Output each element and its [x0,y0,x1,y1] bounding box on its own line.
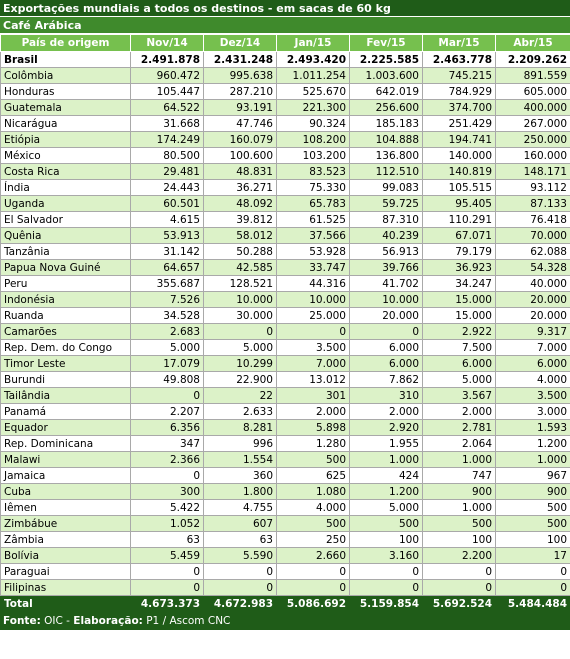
value-cell: 2.064 [423,436,496,452]
country-cell: Nicarágua [1,116,131,132]
value-cell: 100 [350,532,423,548]
value-cell: 17.079 [131,356,204,372]
value-cell: 607 [204,516,277,532]
value-cell: 20.000 [350,308,423,324]
value-cell: 79.179 [423,244,496,260]
value-cell: 0 [204,564,277,580]
value-cell: 900 [496,484,570,500]
footer-separator: - [62,615,74,627]
value-cell: 7.526 [131,292,204,308]
value-cell: 136.800 [350,148,423,164]
country-cell: Jamaica [1,468,131,484]
value-cell: 5.000 [423,372,496,388]
elaboration-label: Elaboração: [73,615,143,627]
value-cell: 4.000 [277,500,350,516]
value-cell: 34.528 [131,308,204,324]
value-cell: 0 [350,564,423,580]
value-cell: 4.755 [204,500,277,516]
country-cell: Bolívia [1,548,131,564]
exports-table [0,34,570,613]
value-cell: 10.299 [204,356,277,372]
value-cell: 424 [350,468,423,484]
value-cell: 58.012 [204,228,277,244]
table-row [1,388,570,404]
country-cell: Timor Leste [1,356,131,372]
value-cell: 1.593 [496,420,570,436]
column-header-month: Jan/15 [277,35,350,52]
country-cell: Filipinas [1,580,131,596]
value-cell: 104.888 [350,132,423,148]
column-header-country: País de origem [1,35,131,52]
value-cell: 310 [350,388,423,404]
value-cell: 500 [496,516,570,532]
country-cell: Burundi [1,372,131,388]
value-cell: 2.493.420 [277,52,350,68]
value-cell: 83.523 [277,164,350,180]
value-cell: 5.898 [277,420,350,436]
value-cell: 2.431.248 [204,52,277,68]
value-cell: 29.481 [131,164,204,180]
table-row [1,212,570,228]
country-cell: Peru [1,276,131,292]
value-cell: 400.000 [496,100,570,116]
value-cell: 251.429 [423,116,496,132]
value-cell: 110.291 [423,212,496,228]
value-cell: 148.171 [496,164,570,180]
value-cell: 174.249 [131,132,204,148]
table-row [1,132,570,148]
value-cell: 10.000 [350,292,423,308]
country-cell: Zimbábue [1,516,131,532]
value-cell: 34.247 [423,276,496,292]
value-cell: 15.000 [423,308,496,324]
country-cell: Rep. Dominicana [1,436,131,452]
table-row [1,356,570,372]
value-cell: 22.900 [204,372,277,388]
value-cell: 1.554 [204,452,277,468]
value-cell: 36.271 [204,180,277,196]
value-cell: 6.356 [131,420,204,436]
country-cell: Ruanda [1,308,131,324]
value-cell: 250.000 [496,132,570,148]
country-cell: México [1,148,131,164]
value-cell: 8.281 [204,420,277,436]
value-cell: 13.012 [277,372,350,388]
value-cell: 1.011.254 [277,68,350,84]
country-cell: Panamá [1,404,131,420]
value-cell: 0 [423,580,496,596]
total-value: 5.159.854 [350,596,423,613]
value-cell: 605.000 [496,84,570,100]
table-row [1,308,570,324]
value-cell: 20.000 [496,292,570,308]
table-row [1,564,570,580]
column-header-month: Mar/15 [423,35,496,52]
table-row [1,340,570,356]
table-row [1,68,570,84]
value-cell: 10.000 [204,292,277,308]
value-cell: 49.808 [131,372,204,388]
country-cell: Uganda [1,196,131,212]
value-cell: 0 [131,580,204,596]
value-cell: 1.080 [277,484,350,500]
table-row [1,580,570,596]
value-cell: 103.200 [277,148,350,164]
value-cell: 7.000 [496,340,570,356]
value-cell: 2.781 [423,420,496,436]
value-cell: 0 [277,564,350,580]
value-cell: 87.133 [496,196,570,212]
total-label: Total [1,596,131,613]
value-cell: 64.657 [131,260,204,276]
value-cell: 3.567 [423,388,496,404]
value-cell: 967 [496,468,570,484]
value-cell: 1.955 [350,436,423,452]
value-cell: 105.447 [131,84,204,100]
value-cell: 93.191 [204,100,277,116]
country-cell: Etiópia [1,132,131,148]
value-cell: 5.422 [131,500,204,516]
value-cell: 62.088 [496,244,570,260]
value-cell: 61.525 [277,212,350,228]
value-cell: 95.405 [423,196,496,212]
table-row [1,84,570,100]
value-cell: 5.459 [131,548,204,564]
value-cell: 39.812 [204,212,277,228]
value-cell: 6.000 [350,340,423,356]
value-cell: 40.000 [496,276,570,292]
header-row [1,35,570,52]
value-cell: 37.566 [277,228,350,244]
value-cell: 93.112 [496,180,570,196]
value-cell: 10.000 [277,292,350,308]
value-cell: 44.316 [277,276,350,292]
value-cell: 36.923 [423,260,496,276]
value-cell: 53.928 [277,244,350,260]
value-cell: 39.766 [350,260,423,276]
value-cell: 267.000 [496,116,570,132]
value-cell: 65.783 [277,196,350,212]
value-cell: 140.000 [423,148,496,164]
value-cell: 128.521 [204,276,277,292]
total-value: 5.692.524 [423,596,496,613]
value-cell: 185.183 [350,116,423,132]
country-cell: Colômbia [1,68,131,84]
table-row [1,116,570,132]
value-cell: 3.000 [496,404,570,420]
value-cell: 0 [350,580,423,596]
value-cell: 2.366 [131,452,204,468]
value-cell: 6.000 [350,356,423,372]
table-body [1,52,570,596]
value-cell: 0 [131,468,204,484]
value-cell: 112.510 [350,164,423,180]
value-cell: 2.207 [131,404,204,420]
value-cell: 7.862 [350,372,423,388]
value-cell: 500 [423,516,496,532]
value-cell: 2.000 [277,404,350,420]
value-cell: 2.225.585 [350,52,423,68]
value-cell: 0 [350,324,423,340]
value-cell: 54.328 [496,260,570,276]
value-cell: 500 [277,516,350,532]
table-title: Exportações mundiais a todos os destinos - em sacas de 60 kg [0,0,570,17]
country-cell: Cuba [1,484,131,500]
value-cell: 6.000 [423,356,496,372]
value-cell: 50.288 [204,244,277,260]
footer [0,613,570,630]
value-cell: 642.019 [350,84,423,100]
table-row [1,500,570,516]
country-cell: Quênia [1,228,131,244]
value-cell: 64.522 [131,100,204,116]
value-cell: 2.633 [204,404,277,420]
value-cell: 0 [131,388,204,404]
country-cell: Equador [1,420,131,436]
value-cell: 347 [131,436,204,452]
value-cell: 80.500 [131,148,204,164]
value-cell: 374.700 [423,100,496,116]
total-value: 4.672.983 [204,596,277,613]
country-cell: Tanzânia [1,244,131,260]
value-cell: 5.000 [131,340,204,356]
country-cell: Papua Nova Guiné [1,260,131,276]
value-cell: 1.200 [350,484,423,500]
table-row [1,244,570,260]
value-cell: 108.200 [277,132,350,148]
value-cell: 33.747 [277,260,350,276]
column-header-month: Fev/15 [350,35,423,52]
value-cell: 1.000 [496,452,570,468]
table-row [1,196,570,212]
value-cell: 3.160 [350,548,423,564]
value-cell: 300 [131,484,204,500]
value-cell: 1.000 [350,452,423,468]
value-cell: 1.280 [277,436,350,452]
value-cell: 0 [423,564,496,580]
value-cell: 31.142 [131,244,204,260]
value-cell: 0 [496,564,570,580]
country-cell: Camarões [1,324,131,340]
value-cell: 360 [204,468,277,484]
value-cell: 4.615 [131,212,204,228]
value-cell: 48.831 [204,164,277,180]
value-cell: 2.000 [350,404,423,420]
total-value: 5.086.692 [277,596,350,613]
table-row [1,180,570,196]
value-cell: 99.083 [350,180,423,196]
source-value: OIC [44,615,63,627]
country-cell: Malawi [1,452,131,468]
value-cell: 7.000 [277,356,350,372]
value-cell: 256.600 [350,100,423,116]
column-header-month: Dez/14 [204,35,277,52]
value-cell: 53.913 [131,228,204,244]
value-cell: 100.600 [204,148,277,164]
country-cell: Costa Rica [1,164,131,180]
value-cell: 4.000 [496,372,570,388]
country-cell: Paraguai [1,564,131,580]
value-cell: 2.922 [423,324,496,340]
value-cell: 7.500 [423,340,496,356]
value-cell: 30.000 [204,308,277,324]
value-cell: 3.500 [496,388,570,404]
value-cell: 47.746 [204,116,277,132]
value-cell: 2.000 [423,404,496,420]
value-cell: 41.702 [350,276,423,292]
value-cell: 75.330 [277,180,350,196]
table-row [1,372,570,388]
value-cell: 221.300 [277,100,350,116]
value-cell: 20.000 [496,308,570,324]
value-cell: 2.660 [277,548,350,564]
country-cell: Zâmbia [1,532,131,548]
table-row [1,484,570,500]
value-cell: 63 [204,532,277,548]
value-cell: 2.200 [423,548,496,564]
value-cell: 100 [423,532,496,548]
value-cell: 747 [423,468,496,484]
table-row [1,100,570,116]
value-cell: 0 [204,324,277,340]
value-cell: 3.500 [277,340,350,356]
country-cell: Guatemala [1,100,131,116]
value-cell: 2.920 [350,420,423,436]
table-row [1,324,570,340]
value-cell: 70.000 [496,228,570,244]
total-row [1,596,570,613]
value-cell: 67.071 [423,228,496,244]
value-cell: 5.590 [204,548,277,564]
value-cell: 17 [496,548,570,564]
value-cell: 995.638 [204,68,277,84]
value-cell: 60.501 [131,196,204,212]
value-cell: 90.324 [277,116,350,132]
country-cell: Indonésia [1,292,131,308]
table-row [1,548,570,564]
value-cell: 105.515 [423,180,496,196]
value-cell: 0 [131,564,204,580]
value-cell: 1.800 [204,484,277,500]
column-header-month: Nov/14 [131,35,204,52]
country-cell: Rep. Dem. do Congo [1,340,131,356]
value-cell: 22 [204,388,277,404]
source-label: Fonte: [3,615,41,627]
table-row [1,228,570,244]
value-cell: 1.000 [423,452,496,468]
value-cell: 1.200 [496,436,570,452]
value-cell: 2.683 [131,324,204,340]
value-cell: 160.079 [204,132,277,148]
value-cell: 15.000 [423,292,496,308]
value-cell: 745.215 [423,68,496,84]
value-cell: 76.418 [496,212,570,228]
country-cell: Brasil [1,52,131,68]
table-row [1,420,570,436]
value-cell: 500 [277,452,350,468]
value-cell: 48.092 [204,196,277,212]
value-cell: 5.000 [204,340,277,356]
country-cell: El Salvador [1,212,131,228]
value-cell: 301 [277,388,350,404]
value-cell: 140.819 [423,164,496,180]
value-cell: 250 [277,532,350,548]
value-cell: 5.000 [350,500,423,516]
value-cell: 87.310 [350,212,423,228]
value-cell: 0 [496,580,570,596]
value-cell: 160.000 [496,148,570,164]
value-cell: 24.443 [131,180,204,196]
value-cell: 31.668 [131,116,204,132]
value-cell: 56.913 [350,244,423,260]
table-row [1,516,570,532]
column-header-month: Abr/15 [496,35,570,52]
table-row [1,148,570,164]
table-row [1,452,570,468]
value-cell: 891.559 [496,68,570,84]
value-cell: 0 [204,580,277,596]
value-cell: 100 [496,532,570,548]
value-cell: 900 [423,484,496,500]
value-cell: 2.209.262 [496,52,570,68]
value-cell: 25.000 [277,308,350,324]
value-cell: 2.491.878 [131,52,204,68]
value-cell: 355.687 [131,276,204,292]
table-row [1,164,570,180]
value-cell: 1.003.600 [350,68,423,84]
value-cell: 525.670 [277,84,350,100]
table-row [1,292,570,308]
value-cell: 784.929 [423,84,496,100]
value-cell: 960.472 [131,68,204,84]
table-row [1,260,570,276]
value-cell: 0 [277,580,350,596]
value-cell: 194.741 [423,132,496,148]
table-row [1,436,570,452]
value-cell: 287.210 [204,84,277,100]
elaboration-value: P1 / Ascom CNC [146,615,231,627]
value-cell: 625 [277,468,350,484]
value-cell: 996 [204,436,277,452]
value-cell: 500 [496,500,570,516]
table-row [1,276,570,292]
value-cell: 59.725 [350,196,423,212]
table-row [1,468,570,484]
value-cell: 1.000 [423,500,496,516]
value-cell: 2.463.778 [423,52,496,68]
country-cell: Honduras [1,84,131,100]
table-row [1,404,570,420]
total-value: 4.673.373 [131,596,204,613]
value-cell: 63 [131,532,204,548]
country-cell: Tailândia [1,388,131,404]
value-cell: 40.239 [350,228,423,244]
total-value: 5.484.484 [496,596,570,613]
value-cell: 42.585 [204,260,277,276]
table-row [1,52,570,68]
value-cell: 500 [350,516,423,532]
table-row [1,532,570,548]
value-cell: 1.052 [131,516,204,532]
value-cell: 0 [277,324,350,340]
country-cell: Iêmen [1,500,131,516]
value-cell: 6.000 [496,356,570,372]
country-cell: Índia [1,180,131,196]
table-subtitle: Café Arábica [0,17,570,34]
value-cell: 9.317 [496,324,570,340]
